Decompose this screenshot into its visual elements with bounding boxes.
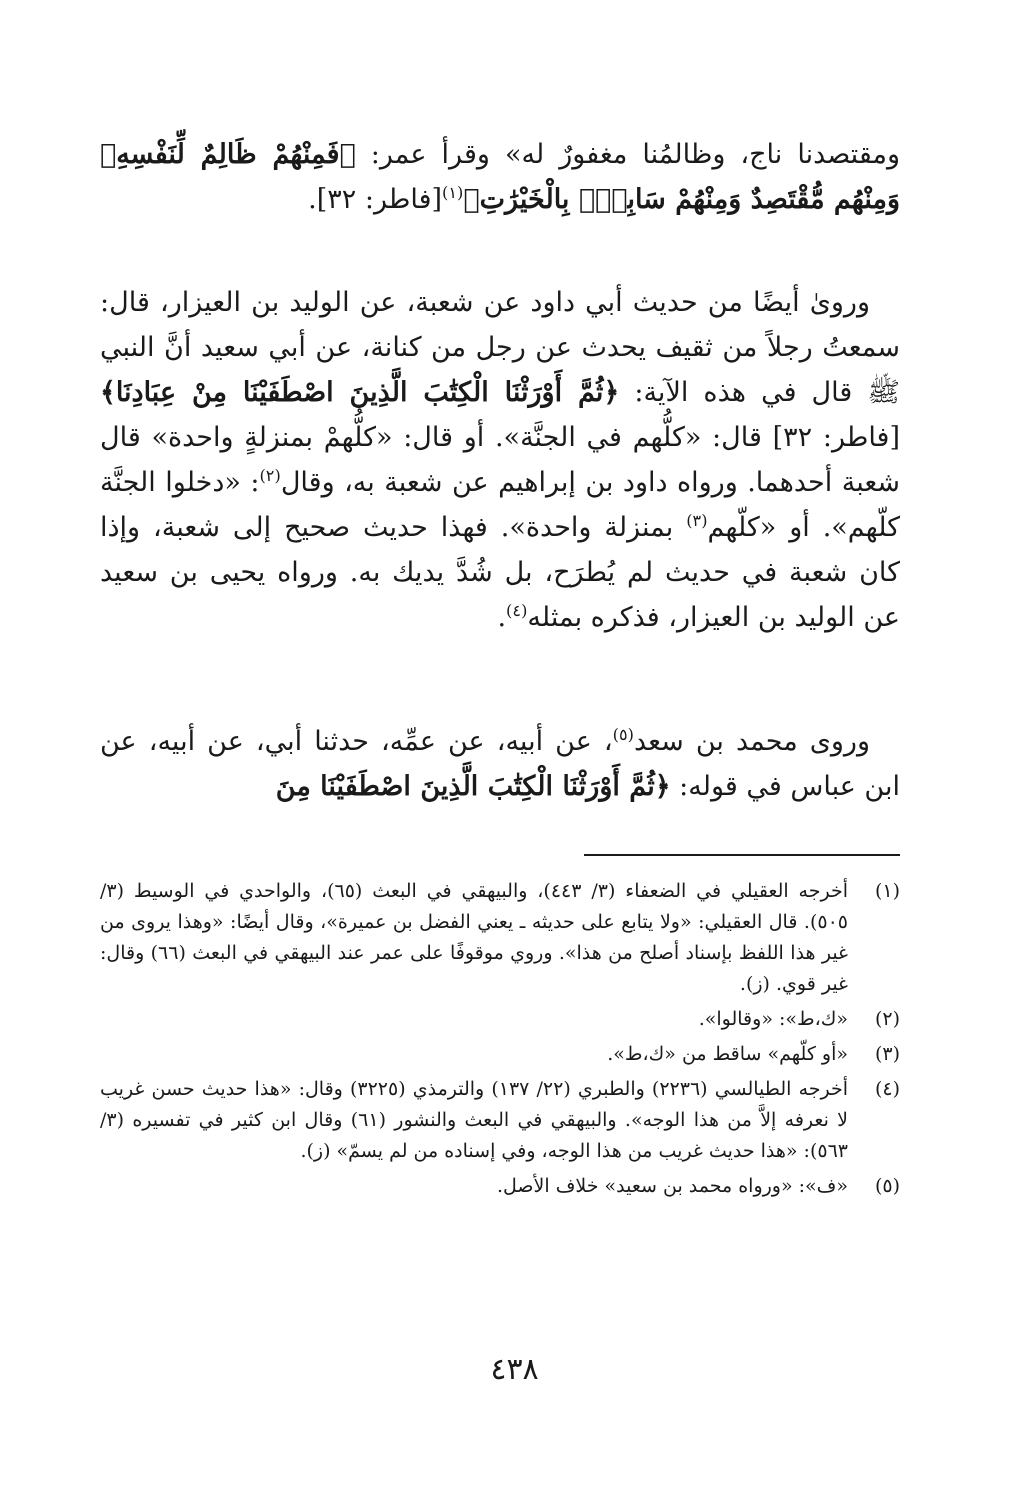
footnote-item [100,876,900,1000]
footnote-item [100,1004,900,1035]
footnote-ref-3[interactable]: (٣) [686,511,708,530]
footnote-text: «أو كلّهم» ساقط من «ك،ط». [607,1043,848,1065]
paragraph-text: [فاطر: ٣٢] قال: «كلُّهم في الجنَّة». أو قال: «كلُّهمْ بمنزلةٍ واحدة» قال شعبة أحدهما. ورواه داود بن إبراهيم عن شعبة به، وقال [100,422,900,498]
footnote-number: (٣) [874,1043,900,1065]
footnote-text: «ف»: «ورواه محمد بن سعيد» خلاف الأصل. [497,1175,848,1197]
footnote-text: «ك،ط»: «وقالوا». [698,1008,848,1030]
footnote-ref-5[interactable]: (٥) [612,725,634,744]
paragraph-text: بمنزلة واحدة». فهذا حديث صحيح إلى شعبة، وإذا كان شعبة في حديث لم يُطرَح، بل شُدَّ يديك به. ورواه يحيى بن سعيد عن الوليد بن العيزار، فذكره بمثله [100,512,900,633]
paragraph-2 [100,280,900,640]
quran-verse: ﴿ثُمَّ أَوْرَثْنَا الْكِتَٰبَ الَّذِينَ اصْطَفَيْنَا مِنْ عِبَادِنَا﴾ [100,377,620,408]
footnote-item [100,1171,900,1202]
footnote-number: (١) [874,880,900,902]
paragraph-3 [100,719,900,809]
footnote-item [100,1039,900,1070]
verse-citation: [فاطر: ٣٢]. [308,184,443,215]
footnote-item [100,1074,900,1167]
footnote-text: أخرجه الطيالسي (٢٢٣٦) والطبري (٢٢/ ١٣٧) والترمذي (٣٢٢٥) وقال: «هذا حديث حسن غريب لا نعرفه إلاَّ من هذا الوجه». والبيهقي في البعث والنشور (٦١) وقال ابن كثير في تفسيره (٣/ ٥٦٣): «هذا حديث غريب من هذا الوجه، وفي إسناده من لم يسمّ» (ز). [100,1078,849,1162]
footnote-ref-4[interactable]: (٤) [506,601,528,620]
footnote-text: أخرجه العقيلي في الضعفاء (٣/ ٤٤٣)، والبيهقي في البعث (٦٥)، والواحدي في الوسيط (٣/ ٥٠٥). قال العقيلي: «ولا يتابع على حديثه ـ يعني الفضل بن عميرة»، وقال أيضًا: «وهذا يروى من غير هذا اللفظ بإسناد أصلح من هذا». وروي موقوفًا على عمر عند البيهقي في البعث (٦٦) وقال: غير قوي. (ز). [100,880,848,995]
paragraph-1 [100,132,900,222]
footnotes [100,876,900,1206]
paragraph-text: ومقتصدنا ناج، وظالمُنا مغفورٌ له» وقرأ عمر: [355,139,900,170]
paragraph-text: وروىٰ أيضًا من حديث أبي داود عن شعبة، عن الوليد بن العيزار، قال: سمعتُ رجلاً من ثقيف يحدث عن رجل من كنانة، عن أبي سعيد أنَّ النبي ﷺ قال في هذه الآية: [100,287,901,408]
footnote-number: (٤) [874,1078,900,1100]
footnote-ref-2[interactable]: (٢) [259,466,281,485]
quran-verse: ﴿ثُمَّ أَوْرَثْنَا الْكِتَٰبَ الَّذِينَ اصْطَفَيْنَا مِنَ [275,771,671,802]
paragraph-text: : «دخلوا الجنَّة كلّهم». أو «كلّهم [100,467,901,543]
footnote-number: (٥) [874,1175,900,1197]
footnote-number: (٢) [874,1008,900,1030]
quran-verse: ﴿فَمِنْهُمْ ظَالِمٌ لِّنَفْسِهِۦ وَمِنْهُم مُّقْتَصِدٌ وَمِنْهُمْ سَابِقٌۢ بِالْخَيْرَٰتِ﴾ [100,139,900,215]
paragraph-text: . [497,602,507,633]
page-number: ٤٣٨ [490,1352,539,1387]
paragraph-text: ، عن أبيه، عن عمِّه، حدثنا أبي، عن أبيه، عن ابن عباس في قوله: [100,726,900,802]
paragraph-text: وروى محمد بن سعد [633,726,870,757]
footnote-separator [584,854,900,856]
footnote-ref-1[interactable]: (١) [442,183,464,202]
